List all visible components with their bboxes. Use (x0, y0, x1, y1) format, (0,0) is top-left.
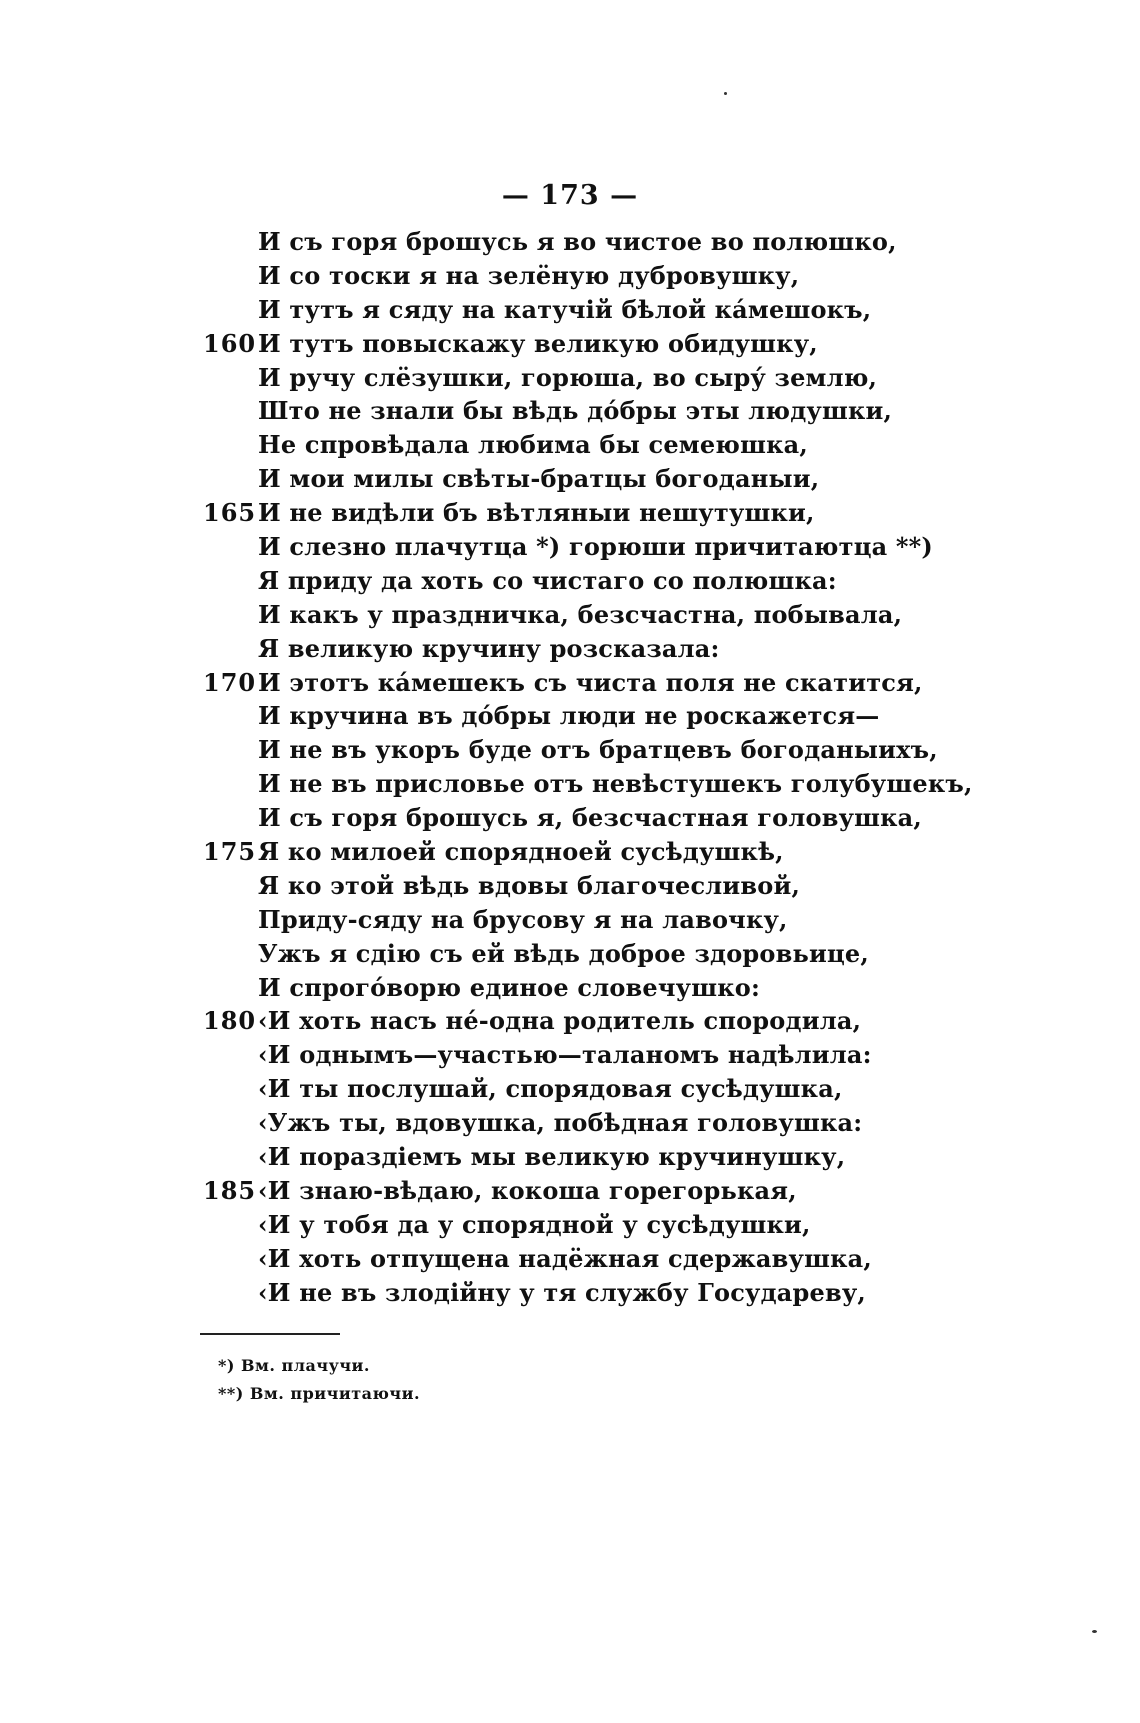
verse-line (0, 1106, 1140, 1140)
line-text: И тутъ повыскажу великую обидушку, (258, 328, 818, 358)
verse-line (0, 1276, 1140, 1310)
line-text: И этотъ ка́мешекъ съ чиста поля не скатится, (258, 667, 923, 697)
verse-line (0, 327, 1140, 361)
verse-line (0, 1140, 1140, 1174)
line-number: 185 (203, 1175, 257, 1205)
line-text: Я ко милоей спорядноей сусѣдушкѣ, (258, 837, 784, 867)
line-text: И не въ присловье отъ невѣстушекъ голубушекъ, (258, 769, 973, 799)
verse-line (0, 869, 1140, 903)
line-text: Ужъ я сдію съ ей вѣдь доброе здоровьице, (258, 938, 869, 968)
line-text: И тутъ я сяду на катучій бѣлой ка́мешокъ, (258, 294, 872, 324)
line-text: Я ко этой вѣдь вдовы благочесливой, (258, 870, 801, 900)
line-text: ‹И однымъ—участью—таланомъ надѣлила: (258, 1040, 872, 1070)
verse-line (0, 767, 1140, 801)
line-text: ‹Ужъ ты, вдовушка, побѣдная головушка: (258, 1108, 863, 1138)
line-text: И съ горя брошусь я, безсчастная головушка, (258, 803, 922, 833)
footnote-text: Вм. плачучи. (240, 1356, 370, 1375)
verse-line (0, 835, 1140, 869)
verse-line (0, 903, 1140, 937)
footnote (218, 1352, 420, 1380)
page-number: — 173 — (501, 180, 639, 211)
footnote-text: Вм. причитаючи. (249, 1384, 421, 1403)
footnote (218, 1380, 420, 1408)
line-text: И кручина въ до́бры люди не роскажется— (258, 701, 880, 731)
line-text: Я приду да хоть со чистаго со полюшка: (258, 565, 837, 595)
line-text: ‹И ты послушай, спорядовая сусѣдушка, (258, 1074, 843, 1104)
verse-line (0, 598, 1140, 632)
verse-line (0, 496, 1140, 530)
verse-line (0, 394, 1140, 428)
verse-line (0, 1174, 1140, 1208)
line-text: И ручу слёзушки, горюша, во сыру́ землю, (258, 362, 878, 392)
verse-line (0, 666, 1140, 700)
verse-line (0, 937, 1140, 971)
line-number: 165 (203, 498, 257, 528)
footnote-list (218, 1352, 420, 1408)
line-text: И слезно плачутца *) горюши причитаютца **) (258, 532, 933, 562)
line-number: 180 (203, 1006, 257, 1036)
line-text: ‹И знаю-вѣдаю, кокоша горегорькая, (258, 1175, 797, 1205)
line-text: И со тоски я на зелёную дубровушку, (258, 260, 800, 290)
line-text: ‹И не въ злодійну у тя службу Государеву, (258, 1277, 866, 1307)
verse-line (0, 1072, 1140, 1106)
verse-line (0, 293, 1140, 327)
line-text: И спрого́ворю единое словечушко: (258, 972, 761, 1002)
line-text: Што не знали бы вѣдь до́бры эты людушки, (258, 396, 893, 426)
footnote-mark: **) (218, 1384, 244, 1403)
line-number: 160 (203, 328, 257, 358)
line-text: И съ горя брошусь я во чистое во полюшко, (258, 227, 897, 256)
line-number: 175 (203, 837, 257, 867)
verse-line (0, 428, 1140, 462)
verse-line (0, 462, 1140, 496)
verse-line (0, 1242, 1140, 1276)
line-text: И какъ у праздничка, безсчастна, побывала, (258, 599, 903, 629)
verse-line (0, 530, 1140, 564)
line-text: И не въ укоръ буде отъ братцевъ богоданыихъ, (258, 735, 938, 765)
line-text: ‹И поpaздіемъ мы великую кручинушку, (258, 1142, 846, 1172)
verse-line (0, 801, 1140, 835)
verse-list (0, 225, 1140, 1310)
verse-line (0, 632, 1140, 666)
verse-line (0, 733, 1140, 767)
verse-line (0, 1208, 1140, 1242)
footnote-mark: *) (218, 1356, 235, 1375)
verse-line (0, 259, 1140, 293)
line-text: Приду-сяду на брусову я на лавочку, (258, 904, 788, 934)
line-text: ‹И у тобя да у спорядной у сусѣдушки, (258, 1209, 811, 1239)
verse-line (0, 361, 1140, 395)
line-text: И не видѣли бъ вѣтляныи нешутушки, (258, 498, 815, 528)
ink-speck (724, 92, 727, 95)
verse-line (0, 699, 1140, 733)
line-text: Не спровѣдала любима бы семеюшка, (258, 430, 808, 460)
verse-line (0, 1004, 1140, 1038)
verse-line (0, 225, 1140, 259)
ink-speck (1092, 1630, 1097, 1633)
verse-line (0, 1038, 1140, 1072)
verse-line (0, 564, 1140, 598)
line-number: 170 (203, 667, 257, 697)
footnote-divider (200, 1333, 340, 1335)
line-text: Я великую кручину розсказала: (258, 633, 720, 663)
line-text: ‹И хоть отпущена надёжная сдержавушка, (258, 1243, 872, 1273)
line-text: И мои милы свѣты-братцы богоданыи, (258, 464, 820, 494)
verse-line (0, 971, 1140, 1005)
line-text: ‹И хоть насъ не́-одна родитель спородила, (258, 1006, 862, 1036)
